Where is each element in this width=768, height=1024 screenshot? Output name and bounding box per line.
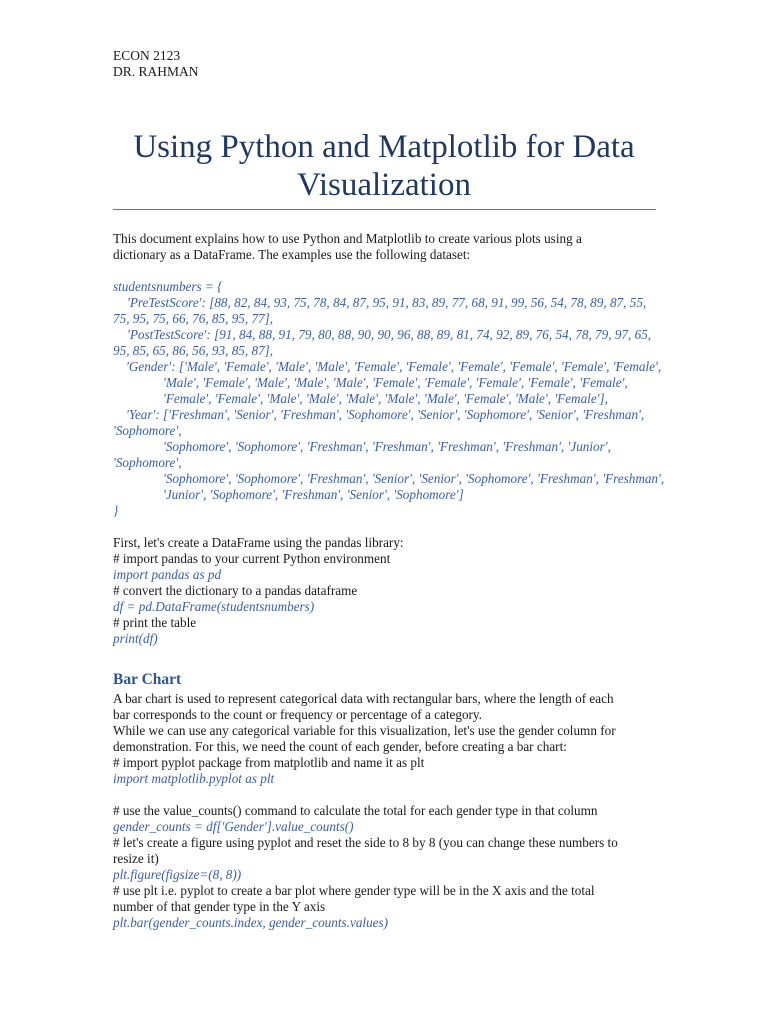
comment-line: # let's create a figure using pyplot and reset the side to 8 by 8 (you can change these numbers to (113, 835, 618, 850)
code-line: import matplotlib.pyplot as plt (113, 771, 275, 786)
title-line-2: Visualization (297, 167, 471, 203)
code-line: 'Sophomore', 'Sophomore', 'Freshman', 'Freshman', 'Freshman', 'Freshman', 'Junior', (163, 439, 611, 454)
code-line: 'PostTestScore': [91, 84, 88, 91, 79, 80, 88, 90, 90, 96, 88, 89, 81, 74, 92, 89, 76, 54, 78, 79, 97, 65, (127, 327, 652, 342)
title-divider (113, 209, 656, 210)
intro-line: dictionary as a DataFrame. The examples use the following dataset: (113, 247, 471, 262)
comment-line: resize it) (113, 851, 159, 866)
comment-line: # use plt i.e. pyplot to create a bar plot where gender type will be in the X axis and the total (113, 883, 595, 898)
document-body (113, 231, 665, 931)
paragraph-line: While we can use any categorical variable for this visualization, let's use the gender column for (113, 723, 616, 738)
comment-line: # print the table (113, 615, 197, 630)
code-line: plt.bar(gender_counts.index, gender_counts.values) (113, 915, 389, 930)
code-line: 'Gender': ['Male', 'Female', 'Male', 'Male', 'Female', 'Female', 'Female', 'Female', 'Female', 'Female', (126, 359, 662, 374)
intro-line: This document explains how to use Python and Matplotlib to create various plots using a (113, 231, 582, 246)
code-line: df = pd.DataFrame(studentsnumbers) (113, 599, 315, 614)
comment-line: # import pandas to your current Python environment (113, 551, 391, 566)
code-line: 75, 95, 75, 66, 76, 85, 95, 77], (113, 311, 274, 326)
document-header (113, 48, 199, 80)
code-line: 'Male', 'Female', 'Male', 'Male', 'Male', 'Female', 'Female', 'Female', 'Female', 'Female', (163, 375, 628, 390)
comment-line: number of that gender type in the Y axis (113, 899, 326, 914)
comment-line: # use the value_counts() command to calculate the total for each gender type in that column (113, 803, 598, 818)
code-line: studentsnumbers = { (113, 279, 223, 294)
code-line: 'Junior', 'Sophomore', 'Freshman', 'Senior', 'Sophomore'] (163, 487, 464, 502)
code-line: 'Sophomore', 'Sophomore', 'Freshman', 'Senior', 'Senior', 'Sophomore', 'Freshman', 'Freshman', (163, 471, 665, 486)
code-line: 'Female', 'Female', 'Male', 'Male', 'Male', 'Male', 'Male', 'Female', 'Male', 'Female'], (163, 391, 608, 406)
code-line: 95, 85, 65, 86, 56, 93, 85, 87], (113, 343, 274, 358)
dataset-code-block (113, 279, 665, 519)
document-title (108, 128, 660, 204)
code-line: gender_counts = df['Gender'].value_counts() (113, 819, 354, 834)
code-line: 'PreTestScore': [88, 82, 84, 93, 75, 78, 84, 87, 95, 91, 83, 89, 77, 68, 91, 99, 56, 54, 78, 89, 87, 55, (127, 295, 647, 310)
comment-line: # convert the dictionary to a pandas dataframe (113, 583, 358, 598)
code-line: 'Year': ['Freshman', 'Senior', 'Freshman', 'Sophomore', 'Senior', 'Sophomore', 'Senior', 'Freshman', (126, 407, 645, 422)
course-code: ECON 2123 (113, 48, 181, 63)
code-line: print(df) (113, 631, 158, 646)
paragraph-line: A bar chart is used to represent categorical data with rectangular bars, where the length of each (113, 691, 614, 706)
code-line: } (113, 503, 119, 518)
code-line: 'Sophomore', (113, 423, 182, 438)
section-heading-bar-chart: Bar Chart (113, 671, 182, 688)
paragraph-line: bar corresponds to the count or frequency or percentage of a category. (113, 707, 482, 722)
dataframe-intro: First, let's create a DataFrame using the pandas library: (113, 535, 404, 550)
code-line: 'Sophomore', (113, 455, 182, 470)
paragraph-line: demonstration. For this, we need the count of each gender, before creating a bar chart: (113, 739, 567, 754)
comment-line: # import pyplot package from matplotlib and name it as plt (113, 755, 425, 770)
title-line-1: Using Python and Matplotlib for Data (133, 129, 635, 165)
instructor-name: DR. RAHMAN (113, 64, 199, 79)
code-line: import pandas as pd (113, 567, 222, 582)
code-line: plt.figure(figsize=(8, 8)) (113, 867, 242, 882)
